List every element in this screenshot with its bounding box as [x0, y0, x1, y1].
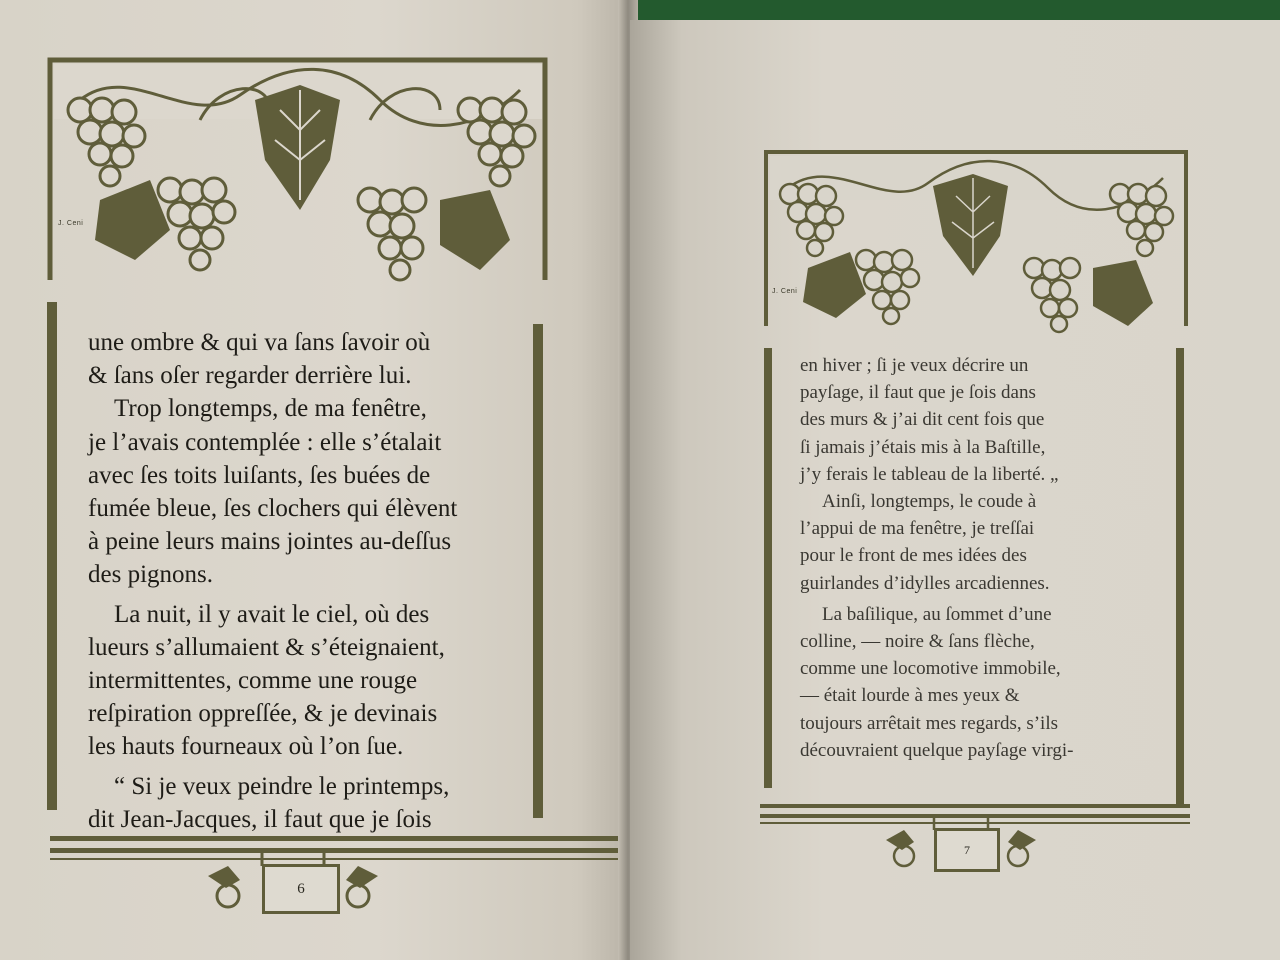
illustrator-signature: J. Ceni — [58, 220, 84, 227]
grapevine-header-ornament — [40, 40, 560, 290]
text-line: comme une locomotive immobile, — [800, 658, 1061, 680]
text-line: Trop longtemps, de ma fenêtre, — [114, 395, 427, 423]
text-line: reſpiration oppreſſée, & je devinais — [88, 700, 438, 728]
footer-rule — [50, 836, 622, 841]
text-line: l’appui de ma fenêtre, je treſſai — [800, 518, 1035, 540]
left-border-bar — [764, 348, 772, 788]
footer-rule — [760, 804, 1190, 808]
text-line: lueurs s’allumaient & s’éteignaient, — [88, 633, 445, 661]
page-number: 6 — [297, 880, 305, 897]
left-page-text — [88, 326, 518, 836]
right-border-bar — [1176, 348, 1184, 804]
text-line: toujours arrêtait mes regards, s’ils — [800, 712, 1059, 734]
text-line: colline, — noire & ſans flèche, — [800, 631, 1035, 653]
text-line: des pignons. — [88, 561, 213, 589]
text-line: une ombre & qui va ſans ſavoir où — [88, 329, 431, 356]
text-line: les hauts fourneaux où l’on ſue. — [88, 733, 404, 761]
text-line: La baſilique, au ſommet d’une — [822, 603, 1052, 625]
left-page — [0, 0, 628, 960]
page-number-box — [262, 864, 340, 914]
right-border-bar — [533, 324, 543, 818]
text-line: Ainſi, longtemps, le coude à — [822, 491, 1037, 513]
text-line: — était lourde à mes yeux & — [800, 685, 1020, 707]
grapevine-header-ornament — [758, 138, 1198, 334]
text-line: ſi jamais j’étais mis à la Baſtille, — [800, 436, 1046, 458]
text-line: La nuit, il y avait le ciel, où des — [114, 600, 430, 628]
text-line: & ſans oſer regarder derrière lui. — [88, 362, 412, 390]
page-number-box — [934, 828, 1000, 872]
text-line: payſage, il faut que je ſois dans — [800, 382, 1036, 404]
text-line: des murs & j’ai dit cent fois que — [800, 409, 1045, 431]
right-page — [630, 20, 1280, 960]
text-line: intermittentes, comme une rouge — [88, 667, 418, 695]
text-line: découvraient quelque payſage virgi- — [800, 739, 1074, 761]
left-border-bar — [47, 302, 57, 810]
text-line: avec ſes toits luiſants, ſes buées de — [88, 461, 431, 489]
page-number: 7 — [964, 842, 970, 857]
text-line: je l’avais contemplée : elle s’étalait — [88, 428, 442, 456]
illustrator-signature: J. Ceni — [772, 288, 798, 295]
text-line: fumée bleue, ſes clochers qui élèvent — [88, 495, 458, 523]
text-line: à peine leurs mains jointes au-deſſus — [88, 528, 452, 556]
text-line: en hiver ; ſi je veux décrire un — [800, 355, 1029, 376]
text-line: “ Si je veux peindre le printemps, — [114, 772, 450, 800]
right-page-text — [800, 352, 1170, 764]
text-line: pour le front de mes idées des — [800, 545, 1027, 567]
text-line: j’y ferais le tableau de la liberté. „ — [800, 463, 1059, 485]
text-line: guirlandes d’idylles arcadiennes. — [800, 572, 1050, 594]
text-line: dit Jean-Jacques, il faut que je ſois — [88, 805, 432, 833]
